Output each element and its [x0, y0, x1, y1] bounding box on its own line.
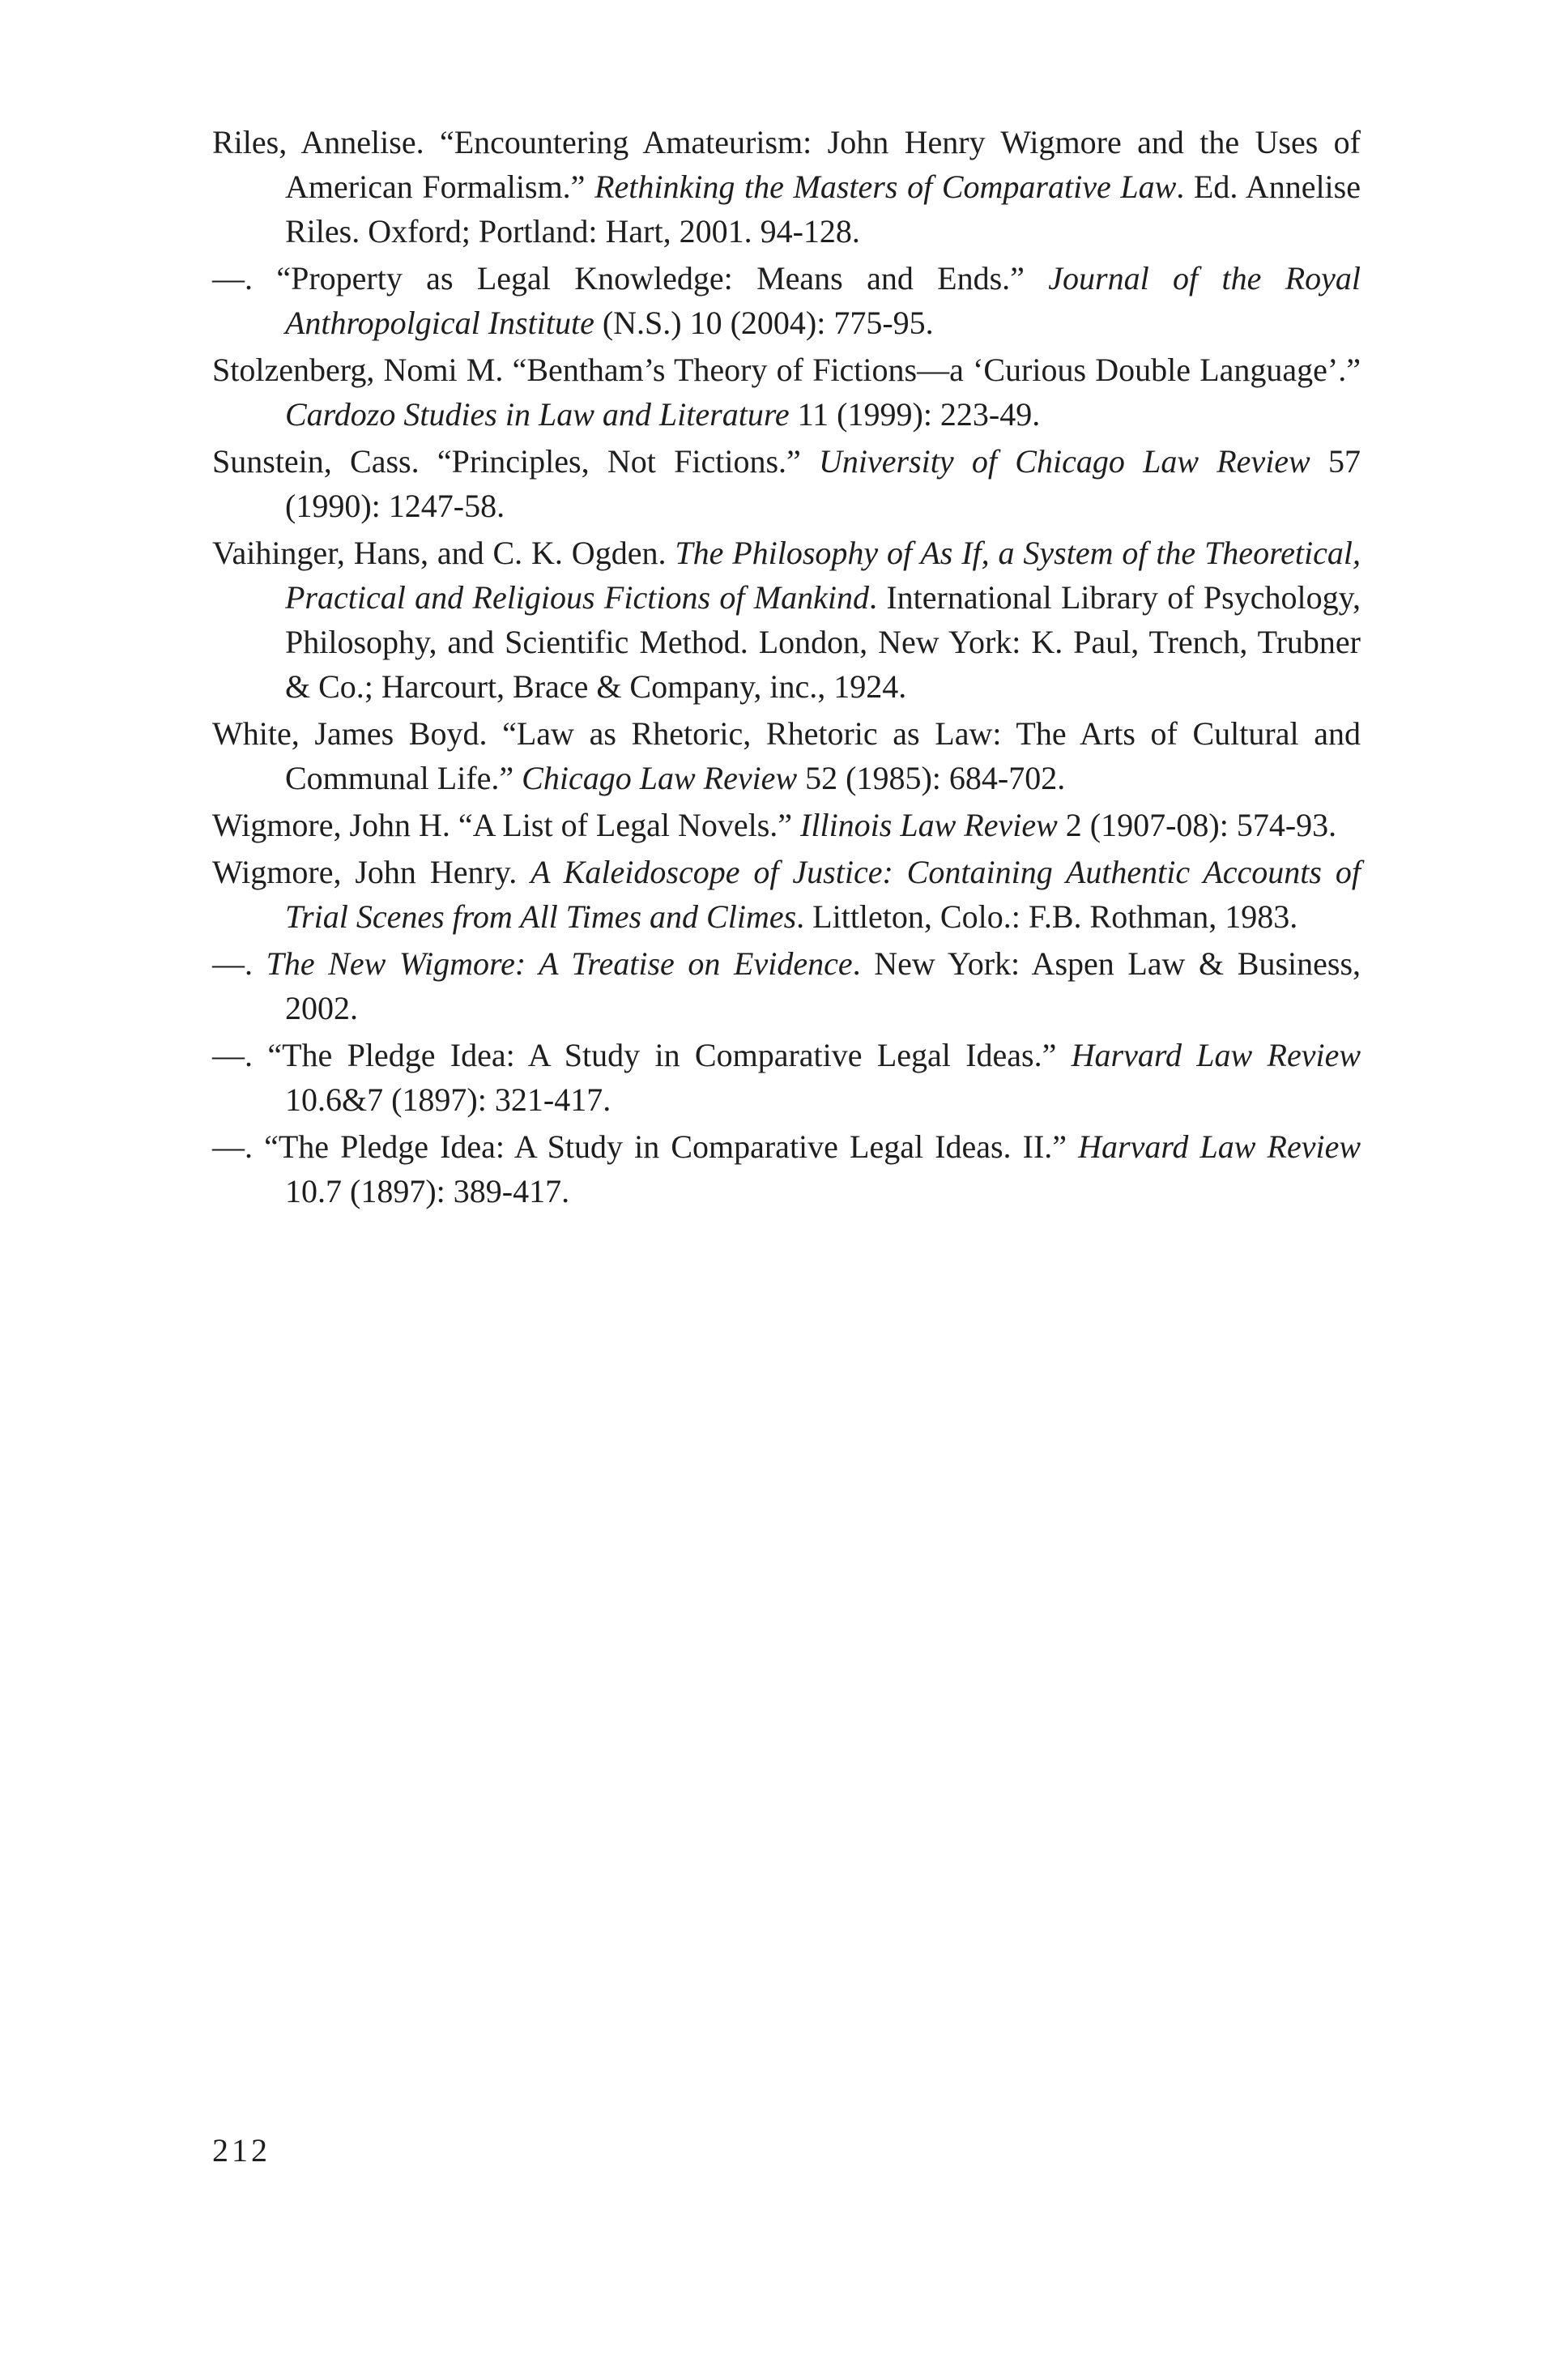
- bibliography-list: [212, 120, 1361, 1216]
- entry-text: 57 (1990): 1247-58.: [285, 443, 1361, 524]
- entry-text: Sunstein, Cass. “Principles, Not Fictions.”: [212, 443, 820, 480]
- entry-text: —.: [212, 945, 266, 982]
- entry-text: Wigmore, John Henry.: [212, 854, 531, 890]
- bibliography-entry: [212, 120, 1361, 254]
- bibliography-entry: [212, 256, 1361, 345]
- bibliography-entry: [212, 531, 1361, 709]
- entry-text: . International Library of Psychology, Philosophy, and Scientific Method. London, New York: K. Paul, Trench, Trubner & Co.; Harcourt, Brace & Company, inc., 1924.: [285, 579, 1361, 705]
- entry-text: 10.6&7 (1897): 321-417.: [285, 1081, 611, 1118]
- bibliography-entry: [212, 1124, 1361, 1213]
- entry-title-italic: University of Chicago Law Review: [819, 443, 1310, 480]
- entry-text: White, James Boyd. “Law as Rhetoric, Rhetoric as Law: The Arts of Cultural and Communal Life.”: [212, 715, 1361, 796]
- entry-text: . New York: Aspen Law & Business, 2002.: [285, 945, 1361, 1026]
- entry-title-italic: Illinois Law Review: [800, 807, 1058, 843]
- entry-title-italic: Rethinking the Masters of Comparative Law: [594, 168, 1177, 205]
- bibliography-entry: [212, 941, 1361, 1030]
- entry-text: (N.S.) 10 (2004): 775-95.: [594, 305, 934, 341]
- entry-title-italic: Harvard Law Review: [1071, 1037, 1361, 1073]
- entry-title-italic: The New Wigmore: A Treatise on Evidence: [266, 945, 853, 982]
- entry-text: —. “The Pledge Idea: A Study in Comparative Legal Ideas. II.”: [212, 1128, 1079, 1165]
- entry-text: 10.7 (1897): 389-417.: [285, 1173, 570, 1209]
- bibliography-entry: [212, 803, 1361, 847]
- bibliography-entry: [212, 1033, 1361, 1122]
- page-number: 212: [212, 2132, 271, 2169]
- entry-text: . Littleton, Colo.: F.B. Rothman, 1983.: [796, 898, 1298, 935]
- entry-text: Vaihinger, Hans, and C. K. Ogden.: [212, 535, 675, 571]
- bibliography-entry: [212, 711, 1361, 800]
- entry-title-italic: A Kaleidoscope of Justice: Containing Authentic Accounts of Trial Scenes from All Times and Climes: [285, 854, 1361, 935]
- entry-text: 52 (1985): 684-702.: [797, 760, 1066, 796]
- entry-text: Wigmore, John H. “A List of Legal Novels.”: [212, 807, 801, 843]
- entry-text: 11 (1999): 223-49.: [789, 396, 1041, 433]
- entry-title-italic: Harvard Law Review: [1078, 1128, 1361, 1165]
- entry-title-italic: Cardozo Studies in Law and Literature: [285, 396, 790, 433]
- entry-text: —. “Property as Legal Knowledge: Means and Ends.”: [212, 260, 1049, 296]
- entry-text: Riles, Annelise. “Encountering Amateurism: John Henry Wigmore and the Uses of American Formalism.”: [212, 124, 1361, 205]
- bibliography-entry: [212, 348, 1361, 437]
- entry-title-italic: Journal of the Royal Anthropolgical Institute: [285, 260, 1361, 341]
- entry-title-italic: The Philosophy of As If, a System of the Theoretical, Practical and Religious Fictions of Mankind: [285, 535, 1361, 616]
- entry-text: . Ed. Annelise Riles. Oxford; Portland: Hart, 2001. 94-128.: [285, 168, 1361, 249]
- bibliography-entry: [212, 850, 1361, 939]
- entry-title-italic: Chicago Law Review: [522, 760, 798, 796]
- bibliography-entry: [212, 439, 1361, 528]
- entry-text: 2 (1907-08): 574-93.: [1057, 807, 1337, 843]
- entry-text: —. “The Pledge Idea: A Study in Comparative Legal Ideas.”: [212, 1037, 1072, 1073]
- entry-text: Stolzenberg, Nomi M. “Bentham’s Theory of Fictions—a ‘Curious Double Language’.”: [212, 352, 1361, 388]
